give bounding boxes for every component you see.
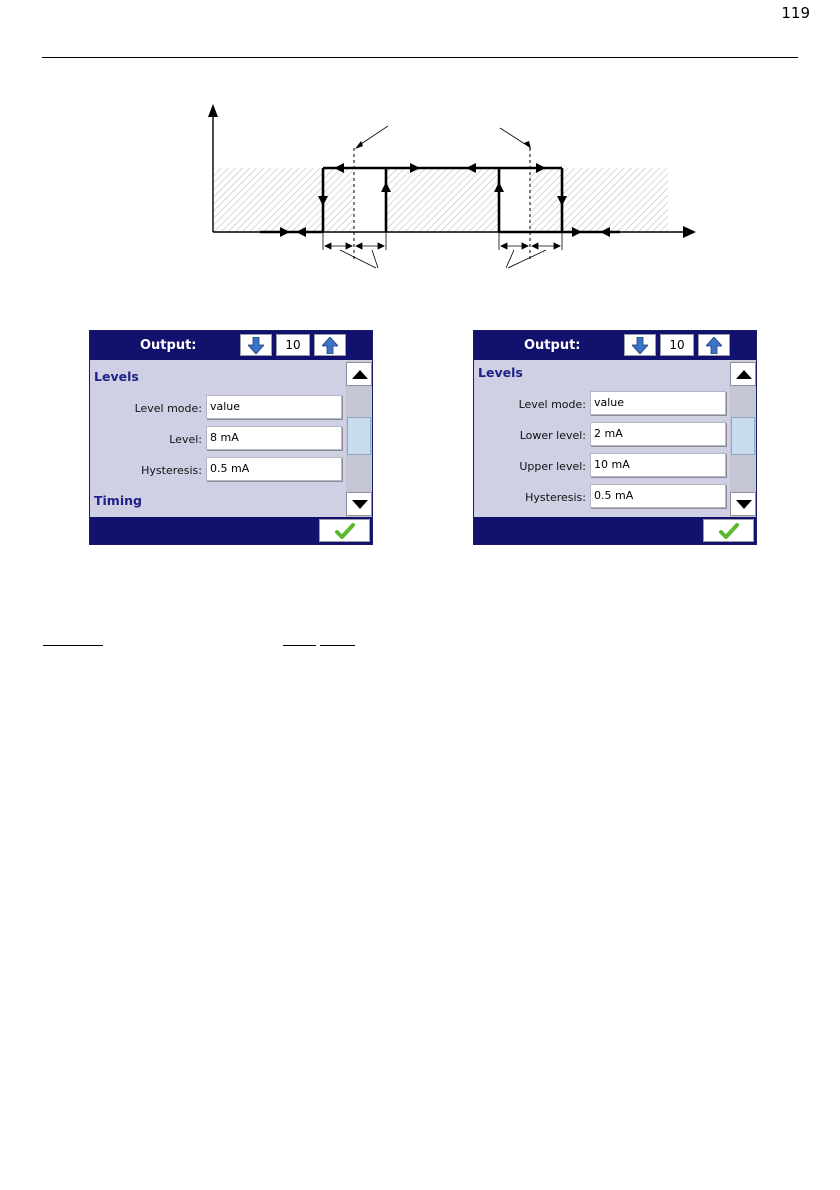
- section-timing: Timing: [94, 493, 142, 508]
- underline-3: [320, 645, 355, 646]
- titlebar: [474, 331, 756, 360]
- section-levels: Levels: [478, 365, 523, 380]
- output-number: 10: [660, 334, 694, 356]
- confirm-button[interactable]: [703, 519, 754, 542]
- output-number: 10: [276, 334, 310, 356]
- dimension-arrows: [325, 243, 560, 249]
- output-panel-single-level: [89, 330, 373, 545]
- next-output-button[interactable]: [698, 334, 730, 356]
- upper-level-label: Upper level:: [519, 460, 586, 473]
- level-mode-field[interactable]: value: [590, 391, 726, 415]
- scrollbar[interactable]: [346, 361, 372, 517]
- hatch-right: [530, 168, 668, 232]
- scroll-up-button[interactable]: [346, 362, 372, 386]
- arrow-up-icon: [322, 337, 338, 354]
- scrollbar[interactable]: [730, 361, 756, 517]
- footer-bar: [474, 517, 756, 544]
- header-rule: [42, 57, 798, 58]
- scroll-down-button[interactable]: [346, 492, 372, 516]
- panel-title: Output:: [140, 338, 197, 353]
- page-number: 119: [781, 4, 810, 22]
- arrow-up-icon: [706, 337, 722, 354]
- confirm-button[interactable]: [319, 519, 370, 542]
- upper-level-field[interactable]: 10 mA: [590, 453, 726, 477]
- hysteresis-field[interactable]: 0.5 mA: [590, 484, 726, 508]
- hysteresis-label: Hysteresis:: [141, 464, 202, 477]
- level-field[interactable]: 8 mA: [206, 426, 342, 450]
- level-mode-label: Level mode:: [518, 398, 586, 411]
- arrow-down-icon: [632, 337, 648, 354]
- scroll-thumb[interactable]: [347, 417, 371, 455]
- hysteresis-diagram: [0, 95, 840, 295]
- x-axis-arrow: [683, 226, 696, 238]
- hatch-left: [213, 168, 353, 232]
- lower-level-field[interactable]: 2 mA: [590, 422, 726, 446]
- lower-level-label: Lower level:: [519, 429, 586, 442]
- triangle-up-icon: [736, 370, 752, 379]
- triangle-down-icon: [352, 500, 368, 509]
- scroll-thumb[interactable]: [731, 417, 755, 455]
- y-axis-arrow: [208, 104, 218, 117]
- previous-output-button[interactable]: [624, 334, 656, 356]
- scroll-down-button[interactable]: [730, 492, 756, 516]
- scroll-up-button[interactable]: [730, 362, 756, 386]
- triangle-up-icon: [352, 370, 368, 379]
- section-levels: Levels: [94, 369, 139, 384]
- arrow-down-icon: [248, 337, 264, 354]
- level-label: Level:: [169, 433, 202, 446]
- level-mode-label: Level mode:: [134, 402, 202, 415]
- footer-bar: [90, 517, 372, 544]
- triangle-down-icon: [736, 500, 752, 509]
- hysteresis-field[interactable]: 0.5 mA: [206, 457, 342, 481]
- output-panel-window: [473, 330, 757, 545]
- panel-title: Output:: [524, 338, 581, 353]
- level-mode-field[interactable]: value: [206, 395, 342, 419]
- underline-2: [283, 645, 316, 646]
- titlebar: [90, 331, 372, 360]
- next-output-button[interactable]: [314, 334, 346, 356]
- checkmark-icon: [719, 522, 739, 540]
- checkmark-icon: [335, 522, 355, 540]
- underline-1: [43, 645, 103, 646]
- previous-output-button[interactable]: [240, 334, 272, 356]
- hatch-middle: [386, 168, 499, 232]
- hysteresis-label: Hysteresis:: [525, 491, 586, 504]
